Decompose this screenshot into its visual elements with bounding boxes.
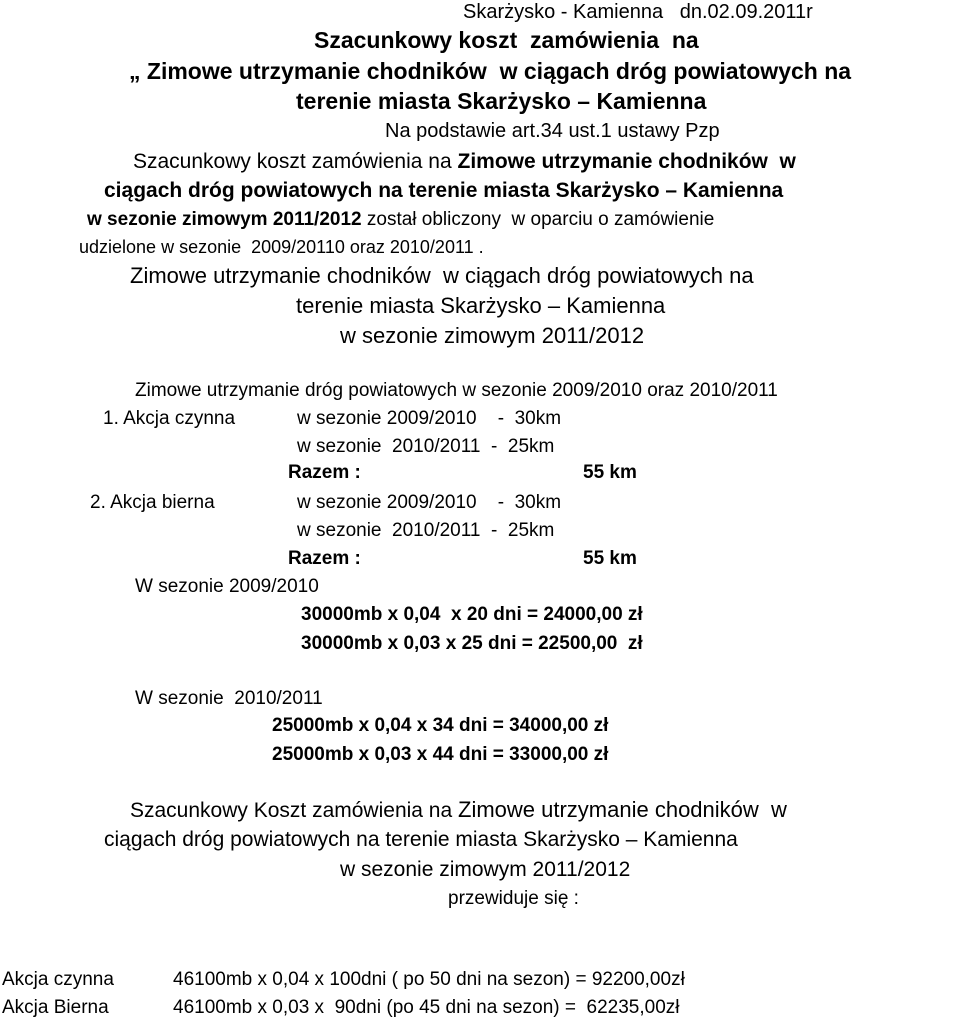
season-2010-calc-2: 25000mb x 0,03 x 44 dni = 33000,00 zł bbox=[272, 744, 609, 765]
season-2010-heading: W sezonie 2010/2011 bbox=[135, 688, 323, 709]
title-line-1: Szacunkowy koszt zamówienia na bbox=[314, 27, 699, 53]
final-passive-calc: 46100mb x 0,03 x 90dni (po 45 dni na sezon) = 62235,00zł bbox=[173, 997, 680, 1018]
title-line-3: terenie miasta Skarżysko – Kamienna bbox=[296, 88, 707, 114]
section-line-1: Zimowe utrzymanie chodników w ciągach dróg powiatowych na bbox=[130, 263, 754, 288]
estimate-line-3: w sezonie zimowym 2011/2012 bbox=[340, 858, 631, 881]
final-passive-label: Akcja Bierna bbox=[2, 997, 109, 1018]
active-total-label: Razem : bbox=[288, 462, 361, 483]
estimate-line-1-text: Szacunkowy Koszt zamówienia na bbox=[130, 799, 458, 822]
intro-line-1 bbox=[133, 151, 796, 172]
intro-line-4: udzielone w sezonie 2009/20110 oraz 2010/2011 . bbox=[79, 237, 484, 257]
passive-total-value: 55 km bbox=[583, 548, 637, 569]
estimate-line-2: ciągach dróg powiatowych na terenie miasta Skarżysko – Kamienna bbox=[104, 828, 738, 851]
intro-line-2: ciągach dróg powiatowych na terenie miasta Skarżysko – Kamienna bbox=[104, 179, 784, 202]
passive-season-2: w sezonie 2010/2011 - 25km bbox=[297, 520, 555, 541]
title-line-2: „ Zimowe utrzymanie chodników w ciągach dróg powiatowych na bbox=[129, 58, 852, 84]
season-2010-calc-1: 25000mb x 0,04 x 34 dni = 34000,00 zł bbox=[272, 715, 609, 736]
final-active-calc: 46100mb x 0,04 x 100dni ( po 50 dni na sezon) = 92200,00zł bbox=[173, 969, 685, 990]
active-season-2: w sezonie 2010/2011 - 25km bbox=[297, 436, 555, 457]
passive-season-1: w sezonie 2009/2010 - 30km bbox=[297, 492, 562, 513]
estimate-line-1 bbox=[130, 799, 787, 821]
active-total-value: 55 km bbox=[583, 462, 637, 483]
intro-line-3 bbox=[87, 210, 714, 229]
section-line-2: terenie miasta Skarżysko – Kamienna bbox=[296, 293, 666, 318]
intro-line-1-text: Szacunkowy koszt zamówienia na bbox=[133, 150, 458, 173]
place-date: Skarżysko - Kamienna dn.02.09.2011r bbox=[463, 1, 813, 23]
intro-line-3-text: został obliczony w oparciu o zamówienie bbox=[361, 209, 715, 230]
intro-line-1-bold: Zimowe utrzymanie chodników w bbox=[457, 150, 796, 173]
active-season-1: w sezonie 2009/2010 - 30km bbox=[297, 408, 562, 429]
estimate-line-1-rest: Zimowe utrzymanie chodników w bbox=[458, 797, 787, 822]
section-line-3: w sezonie zimowym 2011/2012 bbox=[340, 323, 645, 348]
season-2009-heading: W sezonie 2009/2010 bbox=[135, 576, 319, 597]
season-2009-calc-1: 30000mb x 0,04 x 20 dni = 24000,00 zł bbox=[301, 604, 643, 625]
final-active-label: Akcja czynna bbox=[2, 969, 114, 990]
intro-line-3-bold: w sezonie zimowym 2011/2012 bbox=[87, 209, 362, 230]
passive-total-label: Razem : bbox=[288, 548, 361, 569]
legal-basis: Na podstawie art.34 ust.1 ustawy Pzp bbox=[385, 120, 720, 142]
season-2009-calc-2: 30000mb x 0,03 x 25 dni = 22500,00 zł bbox=[301, 633, 643, 654]
passive-label: 2. Akcja bierna bbox=[90, 492, 215, 513]
history-heading: Zimowe utrzymanie dróg powiatowych w sezonie 2009/2010 oraz 2010/2011 bbox=[135, 380, 778, 401]
active-label: 1. Akcja czynna bbox=[103, 408, 236, 429]
estimate-line-4: przewiduje się : bbox=[448, 888, 579, 909]
